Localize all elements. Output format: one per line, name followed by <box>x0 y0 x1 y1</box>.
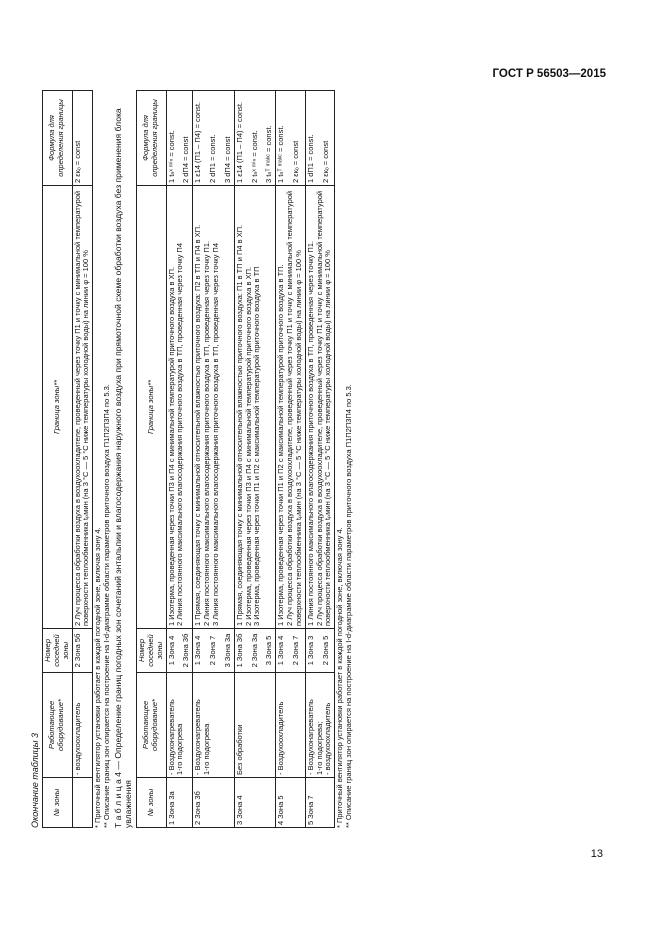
formula-item: 2 εкₒ = const <box>291 140 301 183</box>
formula-item: 3 dП4 = const <box>222 136 232 183</box>
formula-item: 2 dП1 = const. <box>208 134 218 183</box>
col-formula: Формула для определения границы <box>43 91 73 186</box>
formula-item: 1 dП1 = const. <box>305 134 315 183</box>
table3-note-2: ** Описание границ зон опирается на построение на I-d-диаграмме области параметров приточного воздуха П1П2П3П4 по 5.3. <box>102 384 112 828</box>
equipment-line: - Воздухонагреватель <box>305 699 315 775</box>
document-id: ГОСТ Р 56503—2015 <box>492 68 606 80</box>
zone-cell: 3 Зона 4 <box>234 778 276 828</box>
table3-note-1: * Приточный вентилятор установки работает в каждой погодной зоне, включая зону 4. <box>93 527 103 828</box>
adjacent-cell <box>166 629 193 673</box>
formula-cell <box>166 91 193 186</box>
adjacent-item: 2 Зона 3б <box>181 633 191 668</box>
adjacent-item: 3 Зона 3а <box>222 633 232 668</box>
boundary-item: 1 Изотерма, проведенная через точки П1 и П2 с максимальной температурой приточного воздуха в ТП. <box>276 264 286 626</box>
table4-note-2: ** Описание границ зон опирается на построение на I-d-диаграмме области параметров приточного воздуха П1П2П3П4 по 5.3. <box>344 384 354 828</box>
boundary-cell <box>276 186 306 629</box>
adjacent-cell <box>234 629 276 673</box>
formula-cell <box>305 91 335 186</box>
table-row <box>193 91 235 828</box>
adjacent-item: 3 Зона 5 <box>264 635 274 666</box>
formula-cell: 2 εкₒ = const <box>72 91 93 186</box>
equipment-line: Без обработки <box>234 724 244 775</box>
adjacent-item: 1 Зона 3б <box>234 633 244 668</box>
boundary-cell: 2 Луч процесса обработки воздуха в воздухоохладителе, проведенный через точку П1 и точку с минимальной температурой поверхности теплообменника tₚмин (на 3 °С — 5 °С ниже температуры холодной воды) на линии φ = 100 % <box>72 186 93 629</box>
adjacent-cell <box>305 629 335 673</box>
table-row <box>166 91 193 828</box>
formula-cell <box>234 91 276 186</box>
zone-cell: 4 Зона 5 <box>276 778 306 828</box>
equipment-line: 1-го подогрева; <box>314 721 324 775</box>
equipment-cell <box>234 673 276 778</box>
equipment-cell: - воздухоохладитель <box>72 673 93 778</box>
equipment-line: - воздухоохладитель <box>323 702 333 775</box>
adjacent-item: 1 Зона 4 <box>193 635 203 666</box>
col-equipment: Работающее оборудование* <box>43 673 73 778</box>
formula-item: 2 dП4 = const <box>181 136 191 183</box>
formula-item: 1 tₙˣ ᵐⁱⁿ = const. <box>166 130 176 183</box>
equipment-line: 1-го подогрева <box>175 723 185 775</box>
formula-cell <box>276 91 306 186</box>
formula-item: 1 ε14 (П1 – П4) = const. <box>193 101 203 183</box>
adjacent-item: 1 Зона 3 <box>305 635 315 666</box>
table4-note-1: * Приточный вентилятор установки работает в каждой погодной зоне, включая зону 4. <box>335 527 345 828</box>
zone-cell: 5 Зона 7 <box>305 778 335 828</box>
equipment-line: - Воздухоохладитель <box>276 701 286 775</box>
formula-item: 1 tₙᵀ ᵐᵃᵏᶜ = const. <box>276 125 286 183</box>
equipment-line: - Воздухонагреватель <box>166 699 176 775</box>
col-zone: № зоны <box>136 778 166 828</box>
table4 <box>136 90 335 828</box>
adjacent-item: 2 Зона 7 <box>291 635 301 666</box>
table4-caption: Т а б л и ц а 4 — Определение границ погодных зон сочетаний энтальпии и влагосодержания наружного воздуха при прямоточной схеме обработки воздуха без применения блока увлажнения <box>113 108 134 828</box>
formula-item: 3 tₙᵀ ᵐᵃᵏᶜ = const. <box>264 125 274 183</box>
adjacent-item: 2 Зона 3а <box>249 633 259 668</box>
boundary-cell <box>166 186 193 629</box>
table-row <box>276 91 306 828</box>
col-boundary: Граница зоны** <box>136 186 166 629</box>
table4-header <box>136 91 166 828</box>
table-row <box>234 91 276 828</box>
boundary-item: 1 Прямая, соединяющая точку с минимальной относительной влажностью приточного воздуха: П2 в ТП и П4 в ХП. <box>193 224 203 626</box>
adjacent-item: 1 Зона 4 <box>166 635 176 666</box>
formula-item: 2 εкₒ = const <box>320 140 330 183</box>
table3-header <box>43 91 73 828</box>
boundary-item: 2 Луч процесса обработки воздуха в воздухоохладителе, проведенный через точку П1 и точку с минимальной температурой поверхности теплообменника tₚмин (на 3 °С — 5 °С ниже температуры холодной воды) на линии φ = 100 % <box>314 190 333 626</box>
table3 <box>42 90 93 828</box>
boundary-cell <box>305 186 335 629</box>
table-row <box>72 91 93 828</box>
table3-caption: Окончание таблицы 3 <box>30 733 40 828</box>
adjacent-item: 2 Зона 5 <box>320 635 330 666</box>
col-adjacent: Номер соседней зоны <box>43 629 73 673</box>
formula-item: 1 ε14 (П1 – П4) = const. <box>234 101 244 183</box>
formula-cell <box>193 91 235 186</box>
boundary-item: 2 Линия постоянного максимального влагосодержания приточного воздуха в ТП, проведенная через точку П1. <box>202 240 212 626</box>
boundary-cell <box>193 186 235 629</box>
boundary-item: 2 Линия постоянного максимального влагосодержания приточного воздуха в ТП, проведенная через точку П4 <box>175 243 185 626</box>
equipment-line: - Воздухонагреватель <box>193 699 203 775</box>
boundary-item: 1 Изотерма, проведенная через точки П3 и П4 с минимальной температурой приточного воздуха в ХП. <box>166 266 176 626</box>
boundary-item: 3 Изотерма, проведенная через точки П1 и П2 с максимальной температурой приточного воздуха в ТП <box>252 266 262 626</box>
zone-cell: 1 Зона 3а <box>166 778 193 828</box>
zone-cell: 2 Зона 3б <box>193 778 235 828</box>
col-boundary: Граница зоны** <box>43 186 73 629</box>
equipment-cell <box>276 673 306 778</box>
boundary-item: 1 Линия постоянного максимального влагосодержания приточного воздуха в ТП, проведенная через точку П1. <box>305 240 315 626</box>
rotated-content <box>30 90 600 828</box>
boundary-item: 2 Луч процесса обработки воздуха в воздухоохладителе, проведенный через точку П1 и точку с минимальной температурой поверхности теплообменника tₚмин (на 3 °С — 5 °С ниже температуры холодной воды) на линии φ = 100 % <box>285 190 303 626</box>
equipment-cell <box>193 673 235 778</box>
col-equipment: Работающее оборудование* <box>136 673 166 778</box>
adjacent-item: 2 Зона 7 <box>208 635 218 666</box>
formula-item: 2 tₙˣ ᵐⁱⁿ = const. <box>249 130 259 183</box>
equipment-cell <box>305 673 335 778</box>
boundary-cell <box>234 186 276 629</box>
col-formula: Формула для определения границы <box>136 91 166 186</box>
adjacent-item: 1 Зона 4 <box>276 635 286 666</box>
page-number: 13 <box>590 848 603 860</box>
equipment-cell <box>166 673 193 778</box>
col-zone: № зоны <box>43 778 73 828</box>
col-adjacent: Номер соседней зоны <box>136 629 166 673</box>
adjacent-cell <box>276 629 306 673</box>
adjacent-cell: 2 Зона 5б <box>72 629 93 673</box>
zone-cell <box>72 778 93 828</box>
adjacent-cell <box>193 629 235 673</box>
boundary-item: 3 Линия постоянного максимального влагосодержания приточного воздуха в ТП, проведенная через точку П4 <box>210 243 220 626</box>
table-row <box>305 91 335 828</box>
boundary-item: 2 Изотерма, проведенная через точки П3 и П4 с минимальной температурой приточного воздуха в ХП. <box>243 266 253 626</box>
equipment-line: 1-го подогрева <box>202 723 212 775</box>
boundary-item: 1 Прямая, соединяющая точку с минимальной относительной влажностью приточного воздуха: П1 в ТП и П4 в ХП. <box>234 224 244 626</box>
